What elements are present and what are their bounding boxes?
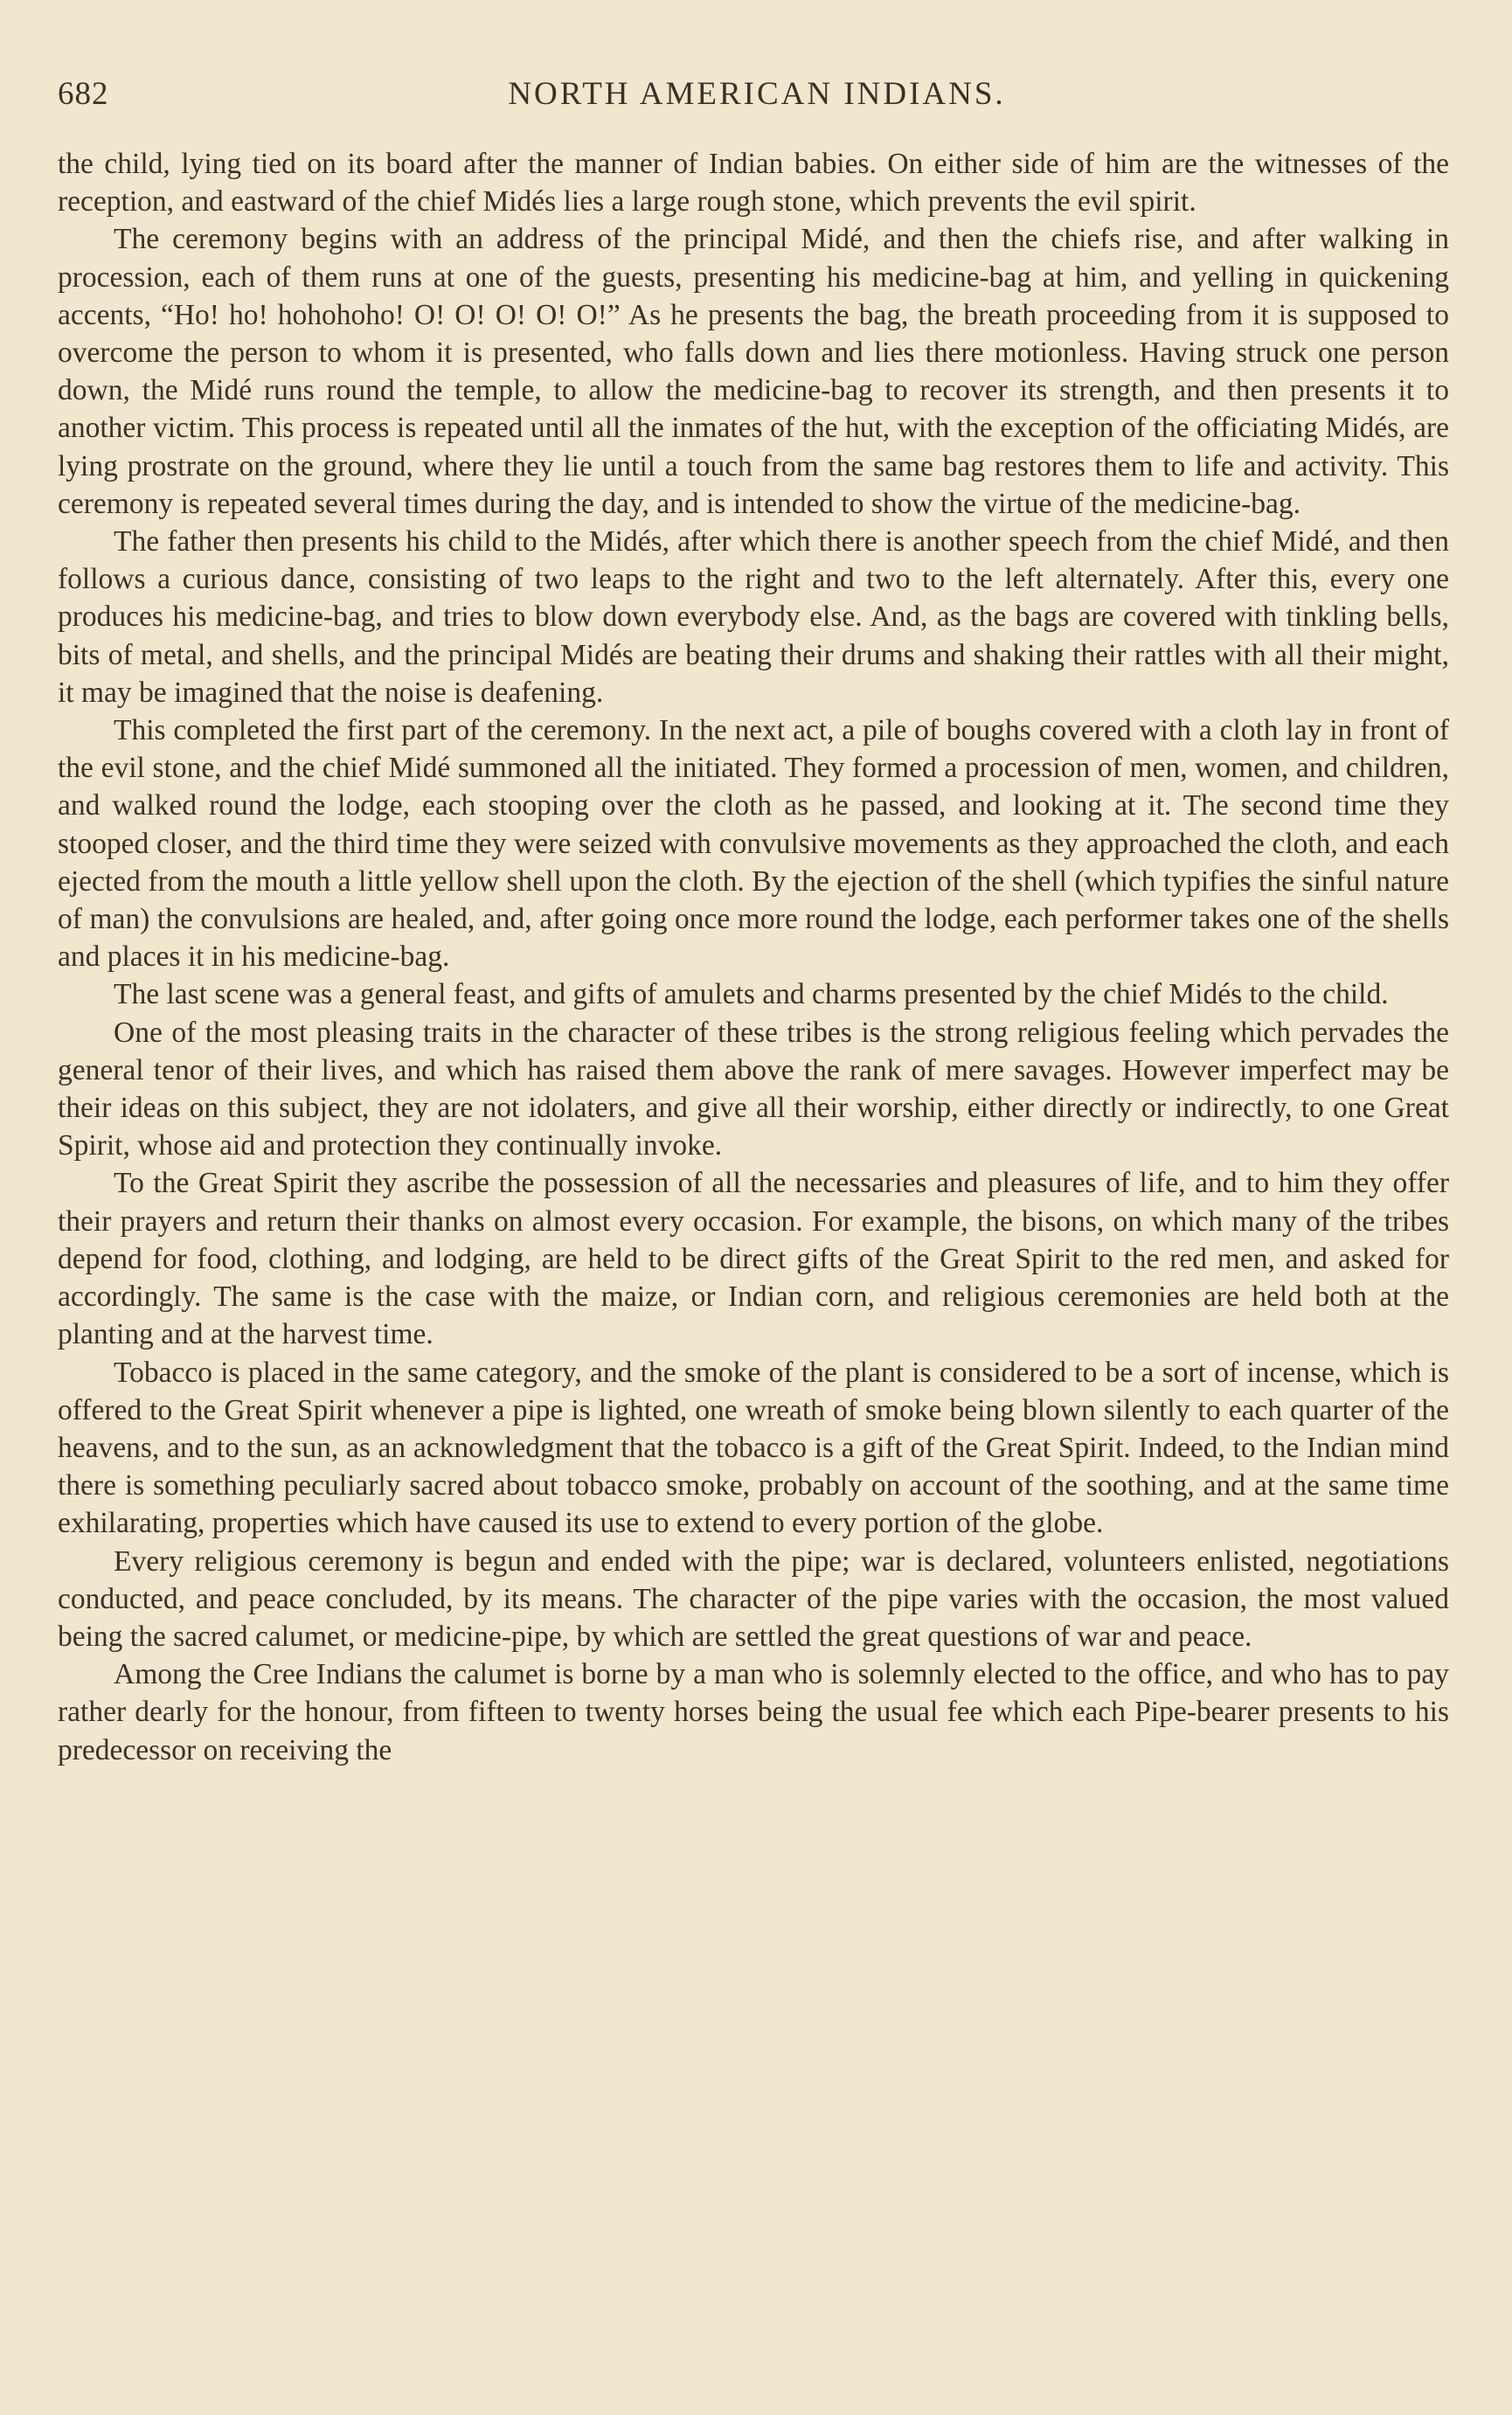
paragraph: Tobacco is placed in the same category, and the smoke of the plant is considered to be a sort of incense, which is offered to the Great Spirit whenever a pipe is lighted, one wreath of smoke being blown silently to each quarter of the heavens, and to the sun, as an acknowledgment that the tobacco is a gift of the Great Spirit. Indeed, to the Indian mind there is something peculiarly sacred about tobacco smoke, probably on account of the soothing, and at the same time exhilarating, properties which have caused its use to extend to every portion of the globe. (58, 1356, 1449, 1540)
paragraph: This completed the first part of the ceremony. In the next act, a pile of boughs covered with a cloth lay in front of the evil stone, and the chief Midé summoned all the initiated. They formed a procession of men, women, and children, and walked round the lodge, each stooping over the cloth as he passed, and looking at it. The second time they stooped closer, and the third time they were seized with convulsive movements as they approached the cloth, and each ejected from the mouth a little yellow shell upon the cloth. By the ejection of the shell (which typifies the sinful nature of man) the convulsions are healed, and, after going once more round the lodge, each performer takes one of the shells and places it in his medicine-bag. (58, 714, 1449, 974)
paragraph: One of the most pleasing traits in the character of these tribes is the strong religious feeling which pervades the general tenor of their lives, and which has raised them above the rank of mere savages. However imperfect may be their ideas on this subject, they are not idolaters, and give all their worship, either directly or indirectly, to one Great Spirit, whose aid and protection they continually invoke. (58, 1016, 1449, 1162)
paragraph: Among the Cree Indians the calumet is borne by a man who is solemnly elected to the office, and who has to pay rather dearly for the honour, from fifteen to twenty horses being the usual fee which each Pipe-bearer presents to his predecessor on receiving the (58, 1658, 1449, 1766)
paragraph: Every religious ceremony is begun and ended with the pipe; war is declared, volunteers enlisted, negotiations conducted, and peace concluded, by its means. The character of the pipe varies with the occasion, the most valued being the sacred calumet, or medicine-pipe, by which are settled the great questions of war and peace. (58, 1544, 1449, 1653)
paragraph: the child, lying tied on its board after the manner of Indian babies. On either side of him are the witnesses of the reception, and eastward of the chief Midés lies a large rough stone, which prevents the evil spirit. (58, 148, 1449, 219)
page-header (58, 75, 1456, 124)
paragraph: The last scene was a general feast, and gifts of amulets and charms presented by the chief Midés to the child. (114, 978, 1389, 1011)
running-head: NORTH AMERICAN INDIANS. (508, 76, 1006, 112)
page-number: 682 (58, 76, 109, 112)
paragraph: The ceremony begins with an address of the principal Midé, and then the chiefs rise, and after walking in procession, each of them runs at one of the guests, presenting his medicine-bag at him, and yelling in quickening accents, “Ho! ho! hohohoho! O! O! O! O! O!” As he presents the bag, the breath proceeding from it is supposed to overcome the person to whom it is presented, who falls down and lies there motionless. Having struck one person down, the Midé runs round the temple, to allow the medicine-bag to recover its strength, and then presents it to another victim. This process is repeated until all the inmates of the hut, with the exception of the officiating Midés, are lying prostrate on the ground, where they lie until a touch from the same bag restores them to life and activity. This ceremony is repeated several times during the day, and is intended to show the virtue of the medicine-bag. (58, 223, 1449, 520)
body-text (58, 145, 1449, 1769)
paragraph: The father then presents his child to the Midés, after which there is another speech from the chief Midé, and then follows a curious dance, consisting of two leaps to the right and two to the left alternately. After this, every one produces his medicine-bag, and tries to blow down everybody else. And, as the bags are covered with tinkling bells, bits of metal, and shells, and the principal Midés are beating their drums and shaking their rattles with all their might, it may be imagined that the noise is deafening. (58, 525, 1449, 709)
paragraph: To the Great Spirit they ascribe the possession of all the necessaries and pleasures of life, and to him they offer their prayers and return their thanks on almost every occasion. For example, the bisons, on which many of the tribes depend for food, clothing, and lodging, are held to be direct gifts of the Great Spirit to the red men, and asked for accordingly. The same is the case with the maize, or Indian corn, and religious ceremonies are held both at the planting and at the harvest time. (58, 1167, 1449, 1351)
